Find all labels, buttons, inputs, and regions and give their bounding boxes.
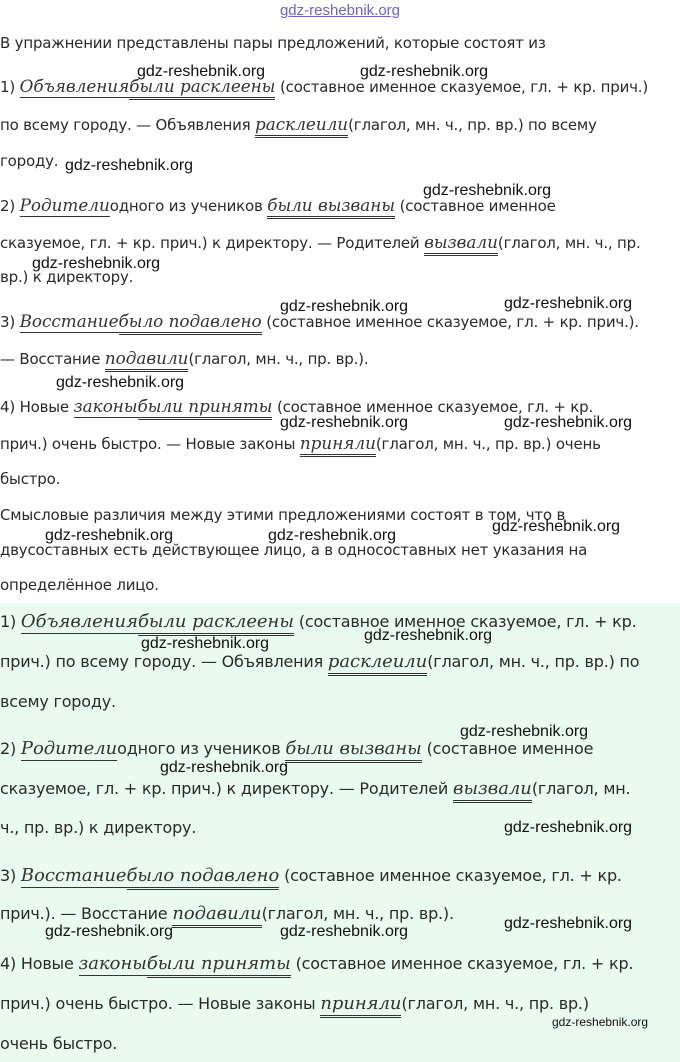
subject: Восстание <box>20 865 127 886</box>
predicate: были вызваны <box>285 738 421 763</box>
predicate: вызвали <box>453 778 532 803</box>
sentence-4-line-2: прич.) очень быстро. — Новые законы приняли(глагол, мн. ч., пр. вр.) <box>0 993 589 1014</box>
predicate: вызвали <box>424 232 498 256</box>
conclusion-line-3: определённое лицо. <box>0 576 159 594</box>
watermark: gdz-reshebnik.org <box>280 923 409 940</box>
sentence-2-line-1: 2) Родителиодного из учеников были вызваны (составное именное <box>0 195 556 215</box>
subject: законы <box>73 396 138 416</box>
predicate: было подавлено <box>119 311 262 335</box>
watermark: gdz-reshebnik.org <box>65 157 194 174</box>
intro-line: В упражнении представлены пары предложений, которые состоят из <box>0 34 546 52</box>
sentence-3-line-2: — Восстание подавили(глагол, мн. ч., пр. вр.). <box>0 348 368 368</box>
sentence-2-line-3: вр.) к директору. <box>0 268 134 286</box>
watermark: gdz-reshebnik.org <box>32 255 161 272</box>
watermark: gdz-reshebnik.org <box>137 63 266 80</box>
watermark: gdz-reshebnik.org <box>141 635 270 652</box>
predicate: были вызваны <box>267 195 395 219</box>
watermark: gdz-reshebnik.org <box>45 923 174 940</box>
watermark: gdz-reshebnik.org <box>280 414 409 431</box>
predicate: было подавлено <box>127 865 280 890</box>
watermark: gdz-reshebnik.org <box>492 518 621 535</box>
sentence-4-line-1: 4) Новые законыбыли приняты (составное именное сказуемое, гл. + кр. <box>0 953 633 974</box>
subject: Восстание <box>19 311 119 331</box>
sentence-3-line-1: 3) Восстаниебыло подавлено (составное именное сказуемое, гл. + кр. прич.). <box>0 311 639 331</box>
watermark: gdz-reshebnik.org <box>280 298 409 315</box>
sentence-2-line-1: 2) Родителиодного из учеников были вызваны (составное именное <box>0 738 593 759</box>
predicate: приняли <box>300 433 376 457</box>
predicate: были приняты <box>138 396 273 420</box>
watermark: gdz-reshebnik.org <box>45 527 174 544</box>
watermark: gdz-reshebnik.org <box>364 627 493 644</box>
sentence-3-line-1: 3) Восстаниебыло подавлено (составное именное сказуемое, гл. + кр. <box>0 865 622 886</box>
watermark: gdz-reshebnik.org <box>504 915 633 932</box>
sentence-3-line-2: прич.). — Восстание подавили(глагол, мн. ч., пр. вр.). <box>0 903 454 924</box>
sentence-2-line-3: ч., пр. вр.) к директору. <box>0 818 197 837</box>
watermark: gdz-reshebnik.org <box>460 723 589 740</box>
predicate: подавили <box>105 348 189 372</box>
predicate: были расклеены <box>129 76 275 100</box>
sentence-4-line-2: прич.) очень быстро. — Новые законы приняли(глагол, мн. ч., пр. вр.) очень <box>0 433 601 453</box>
sentence-4-line-3: очень быстро. <box>0 1034 118 1053</box>
watermark: gdz-reshebnik.org <box>504 819 633 836</box>
site-header-link[interactable] <box>0 2 680 19</box>
watermark: gdz-reshebnik.org <box>160 759 289 776</box>
sentence-1-line-3: всему городу. <box>0 692 116 711</box>
predicate: приняли <box>320 993 401 1018</box>
watermark: gdz-reshebnik.org <box>504 295 633 312</box>
sentence-1-line-3: городу. <box>0 152 59 170</box>
predicate: были приняты <box>147 953 291 978</box>
subject: Родители <box>19 195 110 215</box>
watermark: gdz-reshebnik.org <box>56 374 185 391</box>
predicate: расклеили <box>328 651 427 676</box>
subject: Объявления <box>19 76 130 96</box>
watermark: gdz-reshebnik.org <box>552 1015 649 1029</box>
subject: Объявления <box>20 611 138 632</box>
predicate: подавили <box>172 903 261 928</box>
watermark: gdz-reshebnik.org <box>504 414 633 431</box>
conclusion-line-2: двусоставных есть действующее лицо, а в односоставных нет указания на <box>0 541 588 559</box>
sentence-1-line-2: по всему городу. — Объявления расклеили(глагол, мн. ч., пр. вр.) по всему <box>0 114 597 134</box>
sentence-2-line-2: сказуемое, гл. + кр. прич.) к директору. — Родителей вызвали(глагол, мн. <box>0 778 630 799</box>
subject: Родители <box>20 738 118 759</box>
watermark: gdz-reshebnik.org <box>360 63 489 80</box>
watermark: gdz-reshebnik.org <box>268 527 397 544</box>
subject: законы <box>78 953 147 974</box>
watermark: gdz-reshebnik.org <box>423 182 552 199</box>
sentence-2-line-2: сказуемое, гл. + кр. прич.) к директору. — Родителей вызвали(глагол, мн. ч., пр. <box>0 232 641 252</box>
sentence-1-line-2: прич.) по всему городу. — Объявления расклеили(глагол, мн. ч., пр. вр.) по <box>0 651 639 672</box>
sentence-4-line-1: 4) Новые законыбыли приняты (составное именное сказуемое, гл. + кр. <box>0 396 593 416</box>
sentence-1-line-1: 1) Объявлениябыли расклеены (составное именное сказуемое, гл. + кр. <box>0 611 637 632</box>
predicate: были расклеены <box>138 611 294 636</box>
conclusion-line-1: Смысловые различия между этими предложениями состоят в том, что в <box>0 506 566 524</box>
sentence-1-line-1: 1) Объявлениябыли расклеены (составное именное сказуемое, гл. + кр. прич.) <box>0 76 648 96</box>
site-header-text[interactable]: gdz-reshebnik.org <box>279 2 401 19</box>
predicate: расклеили <box>255 114 348 138</box>
sentence-4-line-3: быстро. <box>0 470 61 488</box>
